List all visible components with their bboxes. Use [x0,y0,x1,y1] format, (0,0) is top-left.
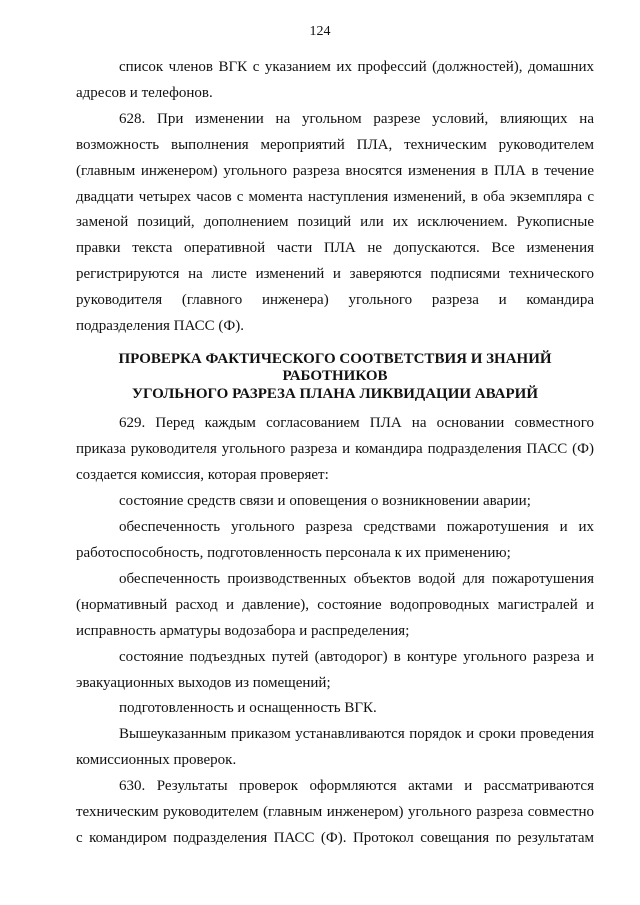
document-body [76,55,594,852]
paragraph-629: 629. Перед каждым согласованием ПЛА на основании совместного приказа руководителя угольного разреза и командира подразделения ПАСС (Ф) создается комиссия, которая проверяет: [76,415,594,484]
list-item-water-supply: обеспеченность производственных объектов водой для пожаротушения (нормативный расход и давление), состояние водопроводных магистралей и исправность арматуры водозабора и распределения; [76,570,594,639]
list-item-communications: состояние средств связи и оповещения о возникновении аварии; [119,493,531,510]
section-heading [76,351,594,404]
list-item-access-roads: состояние подъездных путей (автодорог) в контуре угольного разреза и эвакуационных выходов из помещений; [76,648,594,691]
section-heading-line-2: УГОЛЬНОГО РАЗРЕЗА ПЛАНА ЛИКВИДАЦИИ АВАРИЙ [131,385,539,402]
paragraph-630: 630. Результаты проверок оформляются актами и рассматриваются техническим руководителем (главным инженером) угольного разреза совместно с командиром подразделения ПАСС (Ф). Протокол совещания по результатам [76,778,594,846]
page-number: 124 [309,24,331,39]
list-item-firefighting: обеспеченность угольного разреза средствами пожаротушения и их работоспособность, подготовленность персонала к их применению; [76,519,594,561]
paragraph-intro-list: список членов ВГК с указанием их профессий (должностей), домашних адресов и телефонов. [76,59,594,101]
list-item-vgk-readiness: подготовленность и оснащенность ВГК. [119,700,377,717]
paragraph-628: 628. При изменении на угольном разрезе условий, влияющих на возможность выполнения мероприятий ПЛА, техническим руководителем (главным инженером) угольного разреза вносятся изменения в ПЛА в течение двадцати четырех часов с момента наступления изменений, в оба экземпляра с заменой позиций, дополнением позиций или их исключением. Рукописные правки текста оперативной части ПЛА не допускаются. Все изменения регистрируются на листе изменений и заверяются подписями технического руководителя (главного инженера) угольного разреза и командира подразделения ПАСС (Ф). [76,110,594,335]
paragraph-order: Вышеуказанным приказом устанавливаются порядок и сроки проведения комиссионных проверок. [76,726,594,769]
section-heading-line-1: ПРОВЕРКА ФАКТИЧЕСКОГО СООТВЕТСТВИЯ И ЗНАНИЙ РАБОТНИКОВ [118,350,552,385]
